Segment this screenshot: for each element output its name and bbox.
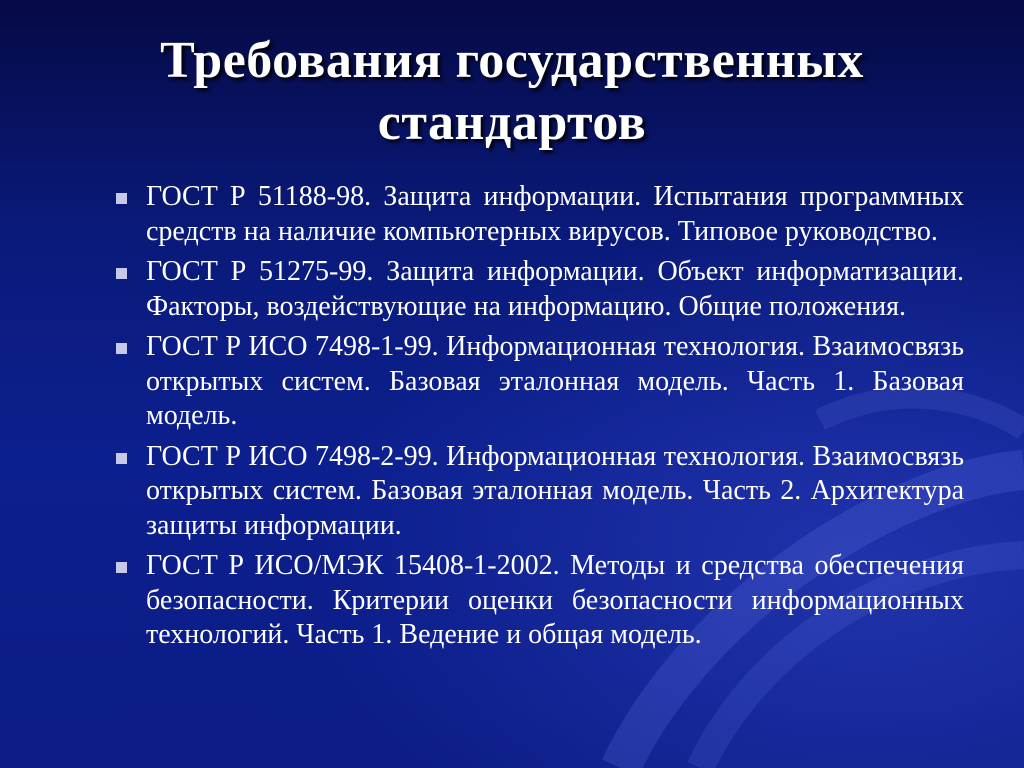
square-bullet-icon — [116, 562, 127, 573]
list-item-text: ГОСТ Р ИСО/МЭК 15408-1-2002. Методы и средства обеспечения безопасности. Критерии оценки безопасности информационных технологий. Часть 1. Ведение и общая модель. — [146, 550, 964, 650]
list-item — [112, 255, 964, 324]
list-item-text: ГОСТ Р 51188-98. Защита информации. Испытания программных средств на наличие компьютерных вирусов. Типовое руководство. — [146, 181, 964, 247]
square-bullet-icon — [116, 268, 127, 279]
list-item-text: ГОСТ Р ИСО 7498-2-99. Информационная технология. Взаимосвязь открытых систем. Базовая эталонная модель. Часть 2. Архитектура защиты информации. — [146, 440, 964, 541]
list-item — [112, 180, 964, 249]
square-bullet-icon — [116, 343, 127, 354]
list-item — [112, 440, 964, 544]
list-item-text: ГОСТ Р ИСО 7498-1-99. Информационная технология. Взаимосвязь открытых систем. Базовая эталонная модель. Часть 1. Базовая модель. — [146, 331, 964, 431]
square-bullet-icon — [116, 453, 127, 464]
bullet-list — [112, 180, 964, 659]
list-item — [112, 330, 964, 434]
square-bullet-icon — [116, 193, 127, 204]
list-item-text: ГОСТ Р 51275-99. Защита информации. Объект информатизации. Факторы, воздействующие на информацию. Общие положения. — [146, 256, 964, 322]
list-item — [112, 549, 964, 653]
slide-title: Требования государственных стандартов — [160, 32, 864, 151]
